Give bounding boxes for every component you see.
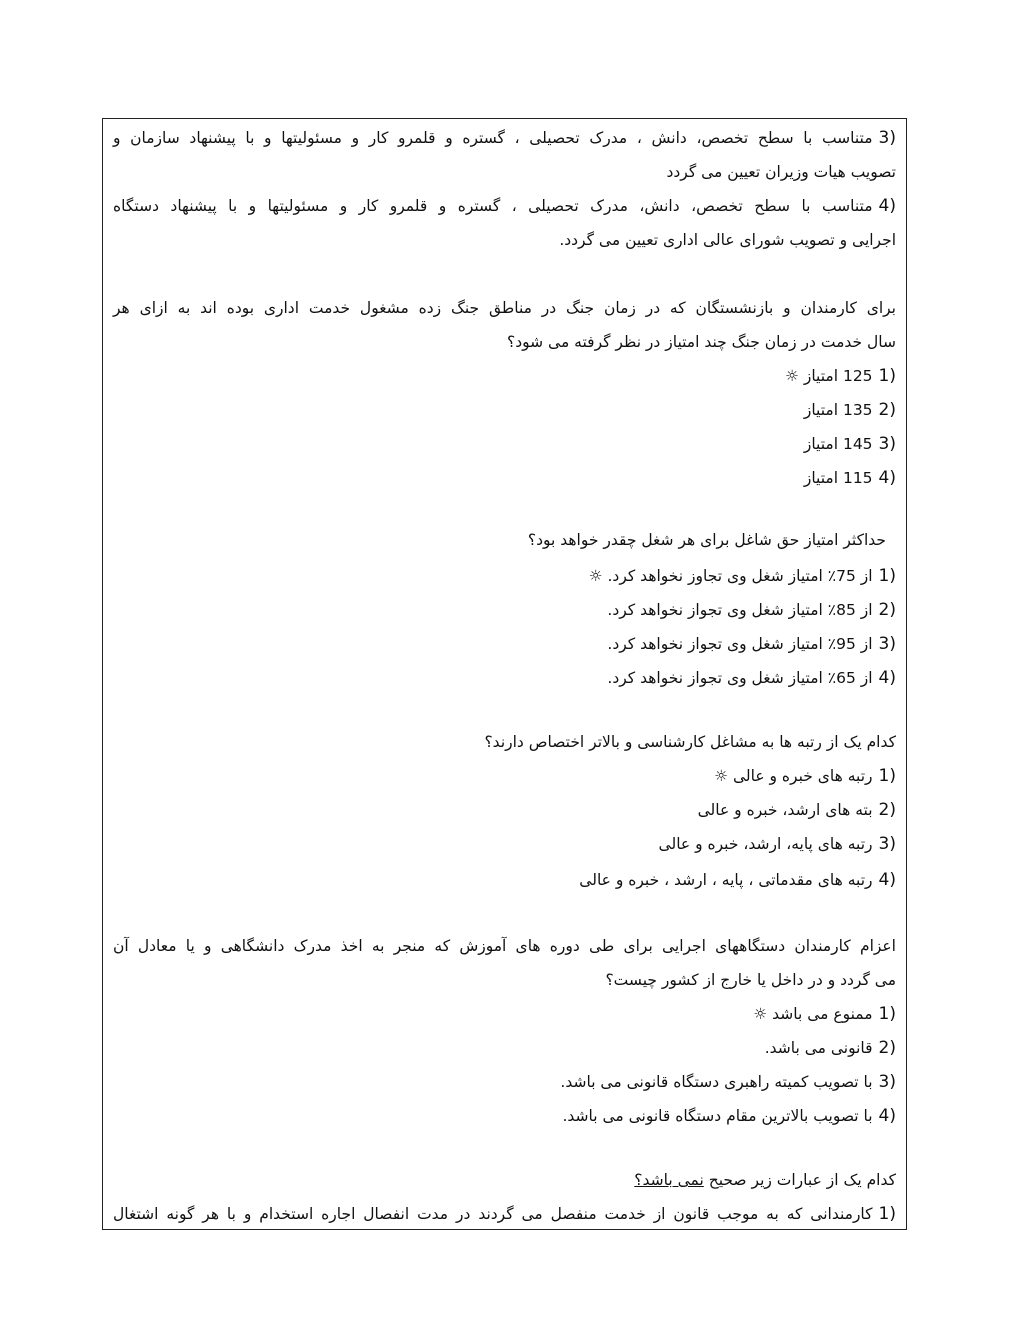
answer-option: 1)رتبه های خبره و عالی ☼	[714, 766, 896, 786]
answer-option: 3)با تصویب کمیته راهبری دستگاه قانونی می باشد.	[560, 1072, 896, 1092]
question-text: کدام یک از رتبه ها به مشاغل کارشناسی و بالاتر اختصاص دارند؟	[484, 733, 896, 751]
question-text: سال خدمت در زمان جنگ چند امتیاز در نظر گرفته می شود؟	[506, 333, 896, 351]
prev-option-4-line2: اجرایی و تصویب شورای عالی اداری تعیین می گردد.	[559, 231, 896, 249]
answer-option: 3)145 امتیاز	[803, 434, 896, 454]
answer-option: 2)قانونی می باشد.	[764, 1038, 896, 1058]
answer-option: 1)ممنوع می باشد ☼	[753, 1004, 896, 1024]
answer-option: 2)بته های ارشد، خبره و عالی	[697, 800, 896, 820]
answer-option: 2)135 امتیاز	[803, 400, 896, 420]
answer-option: 4)رتبه های مقدماتی ، پایه ، ارشد ، خبره و عالی	[579, 870, 896, 890]
prev-option-3-line1: 3)متناسب با سطح تخصص، دانش ، مدرک تحصیلی ، گستره و قلمرو کار و مسئولیتها و با پیشنهاد سازمان و	[113, 128, 896, 148]
question-text: می گردد و در داخل یا خارج از کشور چیست؟	[605, 971, 896, 989]
prev-option-4-line1: 4)متناسب با سطح تخصص، دانش، مدرک تحصیلی ، گستره و قلمرو کار و مسئولیتها و با پیشنهاد دستگاه	[113, 196, 896, 216]
question-text: حداکثر امتیاز حق شاغل برای هر شغل چقدر خواهد بود؟	[527, 531, 886, 549]
answer-option: 3)رتبه های پایه، ارشد، خبره و عالی	[658, 834, 896, 854]
question-text: کدام یک از عبارات زیر صحیح نمی باشد؟	[634, 1171, 896, 1189]
answer-option: 1)از 75٪ امتیاز شغل وی تجاوز نخواهد کرد. ☼	[588, 566, 896, 586]
answer-option: 2)از 85٪ امتیاز شغل وی تجواز نخواهد کرد.	[607, 600, 896, 620]
prev-option-3-line2: تصویب هیات وزیران تعیین می گردد	[666, 163, 896, 181]
answer-option: 3)از 95٪ امتیاز شغل وی تجواز نخواهد کرد.	[607, 634, 896, 654]
document-page	[102, 118, 907, 1230]
answer-option: 1)125 امتیاز ☼	[785, 366, 896, 386]
question-text: اعزام کارمندان دستگاههای اجرایی برای طی دوره های آموزش که منجر به اخذ مدرک دانشگاهی و یا معادل آن	[113, 937, 896, 955]
answer-option: 1)کارمندانی که به موجب قانون از خدمت منفصل می گردند در مدت انفصال اجاره استخدام و با هر گونه اشتغال	[113, 1204, 896, 1224]
answer-option: 4)با تصویب بالاترین مقام دستگاه قانونی می باشد.	[562, 1106, 896, 1126]
answer-option: 4)115 امتیاز	[803, 468, 896, 488]
question-text: برای کارمندان و بازنشستگان که در زمان جنگ در مناطق جنگ زده مشغول خدمت اداری بوده اند به ازای هر	[113, 299, 896, 317]
underlined-phrase: نمی باشد؟	[634, 1171, 704, 1189]
answer-option: 4)از 65٪ امتیاز شغل وی تجواز نخواهد کرد.	[607, 668, 896, 688]
